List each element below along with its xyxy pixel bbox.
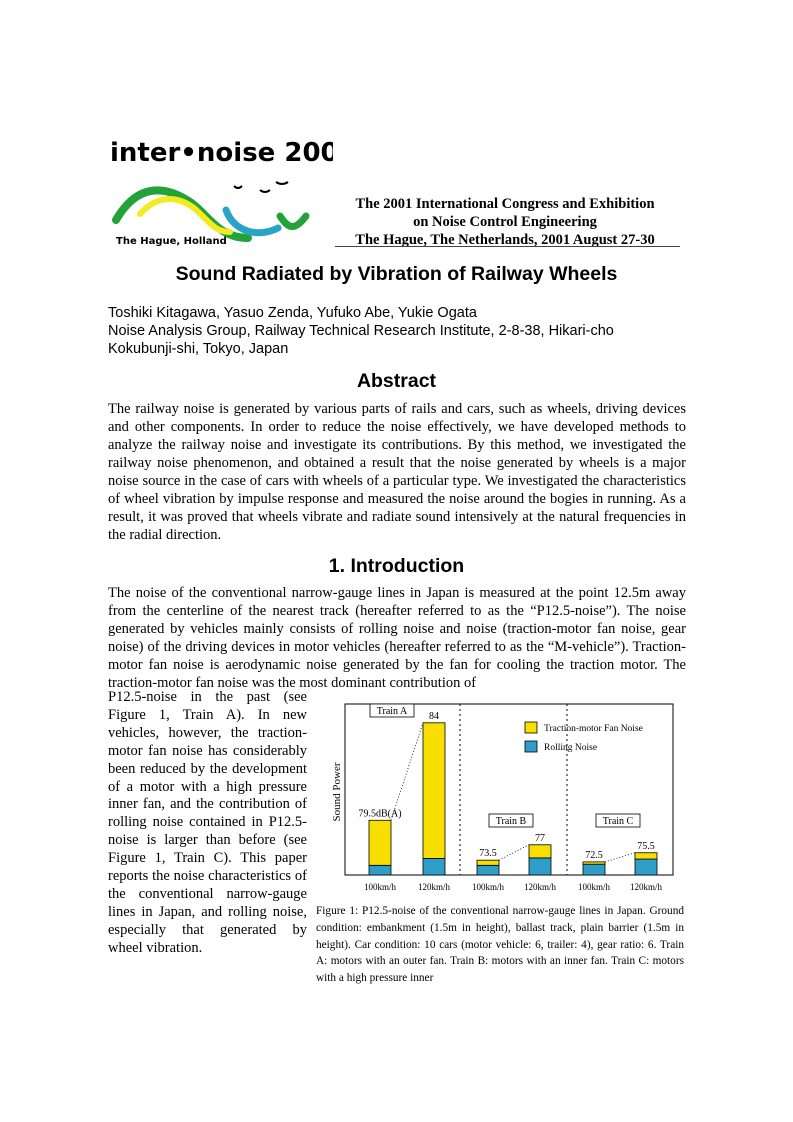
abstract-text: The railway noise is generated by various parts of rails and cars, such as wheels, driving devices and other components. In order to reduce the noise effectively, we have developed methods to analyze the railway noise and investigate its contributions. By this method, we investigated the railway noise phenomenon, and obtained a result that the noise generated by wheels is a major noise source in the case of cars with wheels of a particular type. We investigated the characteristics of wheel vibration by impulse response and measured the noise around the bogies in running. As a result, it was proved that wheels vibrate and radiate sound intensively at the natural frequencies in the radial direction. [108,401,686,543]
data-label: 75.5 [637,840,655,852]
x-tick-label: 120km/h [629,882,663,892]
group-label: Train C [602,816,634,827]
bar-fan-noise [477,860,499,865]
figure-1-chart [316,700,686,896]
bar-rolling-noise [529,858,551,875]
legend-swatch [525,741,537,752]
data-label: 77 [535,832,545,844]
data-label: 72.5 [585,849,603,861]
bar-rolling-noise [635,859,657,875]
group-label: Train A [376,706,408,717]
bar-fan-noise [423,723,445,859]
legend-label: Traction-motor Fan Noise [544,724,643,734]
legend-label: Rolling Noise [544,743,598,753]
y-axis-label: Sound Power [331,762,343,822]
conference-info [330,195,680,249]
trend-connector [605,853,635,862]
conference-line-3: The Hague, The Netherlands, 2001 August 27-30 [355,232,655,248]
affiliation-line-1: Noise Analysis Group, Railway Technical Research Institute, 2-8-38, Hikari-cho [108,323,614,339]
data-label: 79.5dB(A) [358,808,402,820]
introduction-text: The noise of the conventional narrow-gauge lines in Japan is measured at the point 12.5m away from the centerline of the nearest track (hereafter referred to as the “P12.5-noise”). The noise generated by vehicles mainly consists of rolling noise and noise (traction-motor fan noise, gear noise) of the driving devices in motor vehicles (hereafter referred to as the “M-vehicle”). Traction-motor fan noise is aerodynamic noise generated by the fan for cooling the traction motor. The traction-motor fan noise was the most dominant contribution of [108,585,686,691]
introduction-text-narrow: P12.5-noise in the past (see Figure 1, Train A). In new vehicles, however, the traction-motor fan noise has considerably been reduced by the development of a motor with a high pressure inner fan, and the contribution of rolling noise contained in P12.5-noise is larger than before (see Figure 1, Train C). This paper reports the noise characteristics of the conventional narrow-gauge lines in Japan, and rolling noise, especially that generated by wheel vibration. [108,689,307,956]
conference-line-1: The 2001 International Congress and Exhibition [355,196,655,212]
legend-swatch [525,722,537,733]
header-rule [335,246,680,247]
data-label: 73.5 [479,848,497,860]
x-tick-label: 120km/h [417,882,451,892]
x-tick-label: 120km/h [523,882,557,892]
figure-caption: Figure 1: P12.5-noise of the conventional narrow-gauge lines in Japan. Ground condition: embankment (1.5m in height), ballast track, plain barrier (1.5m in height). Car condition: 10 cars (motor vehicle: 6, trailer: 4), gear ratio: 6. Train A: motors with an outer fan. Train B: motors with an inner fan. Train C: motors with a high pressure inner [316,905,684,985]
trend-connector [391,723,423,820]
bar-rolling-noise [583,864,605,875]
bar-fan-noise [583,862,605,864]
group-label: Train B [495,816,527,827]
x-tick-label: 100km/h [471,882,505,892]
x-tick-label: 100km/h [363,882,397,892]
paper-title: Sound Radiated by Vibration of Railway Wheels [175,263,618,285]
bar-fan-noise [369,820,391,865]
inter-noise-logo [108,128,333,250]
bar-rolling-noise [423,858,445,875]
data-label: 84 [429,710,439,722]
affiliation-line-2: Kokubunji-shi, Tokyo, Japan [108,341,289,357]
author-block [108,304,685,358]
bar-rolling-noise [477,865,499,875]
trend-connector [499,845,529,860]
bar-fan-noise [635,853,657,859]
introduction-heading: 1. Introduction [328,555,465,577]
bar-rolling-noise [369,865,391,875]
x-tick-label: 100km/h [577,882,611,892]
conference-line-2: on Noise Control Engineering [413,214,597,230]
logo-wordmark: inter•noise 2001 [110,138,333,168]
author-names: Toshiki Kitagawa, Yasuo Zenda, Yufuko Abe, Yukie Ogata [108,305,477,321]
abstract-heading: Abstract [356,370,437,392]
logo-city: The Hague, Holland [116,236,227,247]
bar-fan-noise [529,845,551,858]
